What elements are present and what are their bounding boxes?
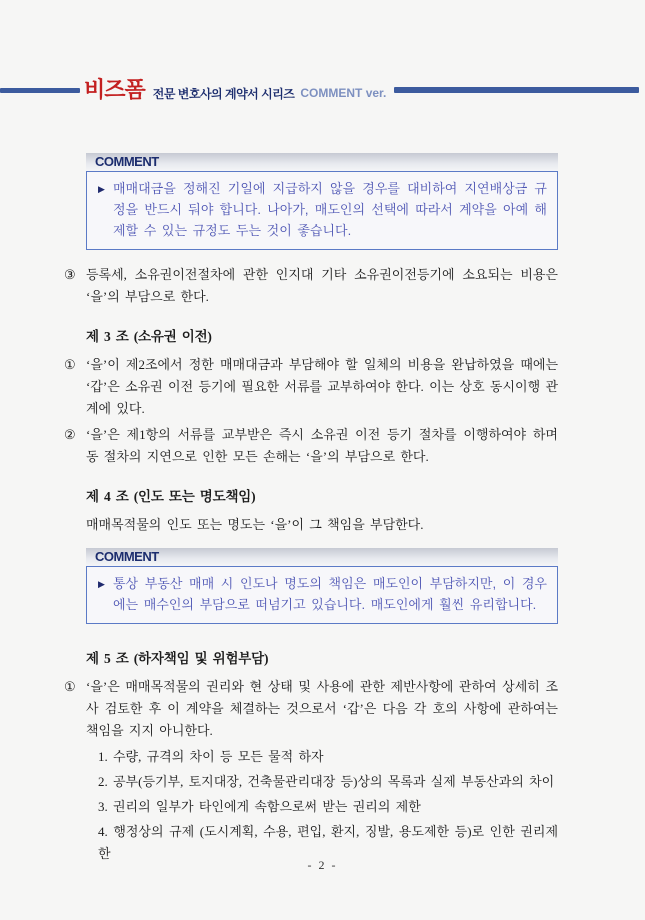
document-body bbox=[64, 153, 558, 868]
comment-paragraph bbox=[97, 178, 547, 241]
clause-number: ③ bbox=[64, 267, 76, 282]
list-item bbox=[86, 796, 558, 818]
comment-body bbox=[86, 171, 558, 250]
comment-label: COMMENT bbox=[95, 549, 159, 564]
header-rule-left bbox=[0, 88, 80, 93]
list-item-text: 권리의 일부가 타인에게 속함으로써 받는 권리의 제한 bbox=[113, 799, 421, 814]
page-number: - 2 - bbox=[307, 858, 338, 872]
brand-series-title: 전문 변호사의 계약서 시리즈 bbox=[152, 86, 295, 101]
list-item-number: 4. bbox=[98, 824, 108, 839]
header-rule-right bbox=[394, 87, 639, 93]
list-item-number: 3. bbox=[98, 799, 108, 814]
clause-number: ② bbox=[64, 427, 76, 442]
clause-paragraph bbox=[64, 424, 558, 468]
list-item bbox=[86, 771, 558, 793]
clause-number: ① bbox=[64, 357, 76, 372]
article-3-title: 제 3 조 (소유권 이전) bbox=[86, 329, 212, 344]
comment-body bbox=[86, 566, 558, 624]
clause-number: ① bbox=[64, 679, 76, 694]
list-item-number: 1. bbox=[98, 749, 108, 764]
comment-label: COMMENT bbox=[95, 154, 159, 169]
comment-text: 매매대금을 정해진 기일에 지급하지 않을 경우를 대비하여 지연배상금 규정을 반드시 둬야 합니다. 나아가, 매도인의 선택에 따라서 계약을 아예 해제할 수 있는 규정도 두는 것이 좋습니다. bbox=[113, 181, 547, 238]
clause-text: ‘을’은 제1항의 서류를 교부받은 즉시 소유권 이전 등기 절차를 이행하여야 하며 동 절차의 지연으로 인한 모든 손해는 ‘을’의 부담으로 한다. bbox=[86, 427, 558, 464]
clause-text: 등록세, 소유권이전절차에 관한 인지대 기타 소유권이전등기에 소요되는 비용은 ‘을’의 부담으로 한다. bbox=[86, 267, 558, 304]
list-item-text: 수량, 규격의 차이 등 모든 물적 하자 bbox=[113, 749, 324, 764]
triangle-bullet-icon: ▶ bbox=[98, 184, 105, 194]
comment-box-1 bbox=[86, 153, 558, 250]
clause-text: ‘을’은 매매목적물의 권리와 현 상태 및 사용에 관한 제반사항에 관하여 상세히 조사 검토한 후 이 계약을 체결하는 것으로서 ‘갑’은 다음 각 호의 사항에 관하여는 책임을 지지 아니한다. bbox=[86, 679, 558, 738]
article-5-title: 제 5 조 (하자책임 및 위험부담) bbox=[86, 651, 269, 666]
clause-paragraph bbox=[64, 676, 558, 742]
clause-paragraph bbox=[64, 264, 558, 308]
article-5-list bbox=[86, 746, 558, 865]
brand-logo: 비즈폼 bbox=[84, 77, 145, 102]
comment-header bbox=[86, 548, 558, 566]
article-4-body: 매매목적물의 인도 또는 명도는 ‘을’이 그 책임을 부담한다. bbox=[86, 517, 424, 532]
list-item bbox=[86, 746, 558, 768]
clause-paragraph bbox=[64, 354, 558, 420]
list-item-text: 공부(등기부, 토지대장, 건축물관리대장 등)상의 목록과 실제 부동산과의 차이 bbox=[113, 774, 555, 789]
comment-paragraph bbox=[97, 573, 547, 615]
brand-version-label: COMMENT ver. bbox=[300, 86, 387, 100]
clause-text: ‘을’이 제2조에서 정한 매매대금과 부담해야 할 일체의 비용을 완납하였을 때에는 ‘갑’은 소유권 이전 등기에 필요한 서류를 교부하여야 한다. 이는 상호 동시이행 관계에 있다. bbox=[86, 357, 558, 416]
comment-text: 통상 부동산 매매 시 인도나 명도의 책임은 매도인이 부담하지만, 이 경우에는 매수인의 부담으로 떠넘기고 있습니다. 매도인에게 훨씬 유리합니다. bbox=[113, 576, 547, 612]
brand-header bbox=[0, 76, 639, 104]
comment-header bbox=[86, 153, 558, 171]
article-4-title: 제 4 조 (인도 또는 명도책임) bbox=[86, 489, 256, 504]
list-item-text: 행정상의 규제 (도시계획, 수용, 편입, 환지, 징발, 용도제한 등)로 인한 권리제한 bbox=[98, 824, 558, 861]
triangle-bullet-icon: ▶ bbox=[98, 579, 105, 589]
list-item-number: 2. bbox=[98, 774, 108, 789]
comment-box-2 bbox=[86, 548, 558, 624]
